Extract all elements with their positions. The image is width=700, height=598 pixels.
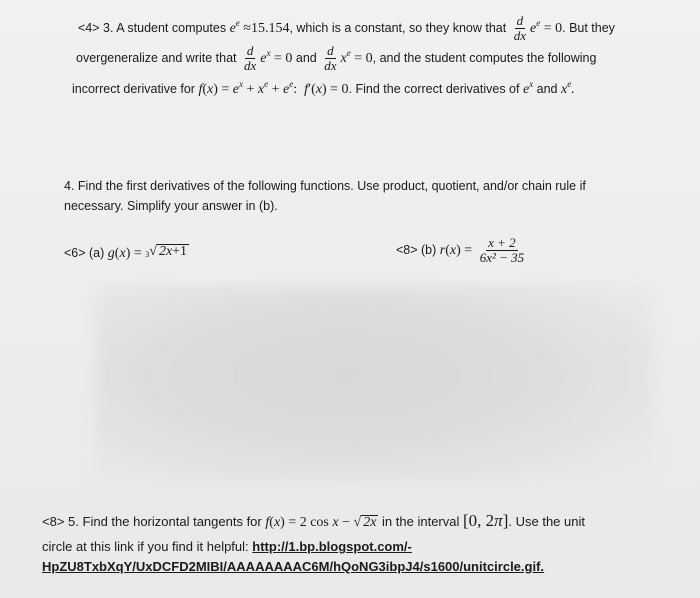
q4-line-1-text: Find the first derivatives of the following functions. Use product, quotient, and/or chain rule if: [77, 179, 586, 193]
q3-text-4: overgeneralize and write that: [76, 50, 237, 65]
q4-part-a: [64, 244, 189, 261]
q3-text-7: incorrect derivative for: [72, 82, 195, 96]
unitcircle-link-part-2[interactable]: HpZU8TxbXqY/UxDCFD2MIBI/AAAAAAAAC6M/hQoNG3ibpJ4/s1600/unitcircle.gif.: [42, 559, 545, 574]
q5-line-3: [42, 560, 544, 573]
q4-line-1: [64, 180, 586, 193]
q5-line-2-text: circle at this link if you find it helpful:: [42, 539, 249, 554]
q3-line-3: [72, 80, 575, 97]
math-ddx-1: $\frac{d}{dx}$: [513, 13, 526, 43]
math-r-fraction: [478, 236, 526, 265]
q4-line-2-text: necessary. Simplify your answer in (b).: [64, 199, 278, 213]
q3-text-2: , which is a constant, so they know that: [289, 20, 507, 35]
math-e-e-zero: $e^e = 0$: [530, 17, 563, 36]
q5-text-2: in the interval: [382, 514, 460, 529]
q3-approx-value: 15.154: [250, 20, 290, 36]
obscured-region: [95, 285, 655, 485]
math-r-def: r(x) =: [439, 242, 473, 258]
q5-line-2: [42, 540, 412, 553]
q3-line-1: [78, 14, 615, 43]
math-x-e: $x^e$.: [561, 79, 575, 97]
math-f-def: $f(x) = e^x + x^e + e^e$: f′(x) = 0: [198, 79, 349, 97]
math-e-x-zero: $e^x = 0$: [260, 47, 293, 66]
q4-b-denominator: 6x² − 35: [479, 250, 525, 265]
math-f5-def: f(x) = 2 cos x − √ 2x: [265, 515, 377, 530]
q5-tag: <8>: [42, 514, 65, 529]
q4-line-2: [64, 200, 278, 213]
q4-part-b: [396, 236, 528, 265]
math-e-pow-e: $e^e$: [229, 17, 240, 36]
q3-number: 3.: [103, 20, 114, 35]
q3-text-5: and: [295, 50, 317, 65]
q3-tag: <4>: [78, 20, 100, 35]
q3-text-9: and: [536, 82, 558, 96]
q3-text-3: . But they: [562, 20, 615, 35]
math-g-def: g(x) = 3 √ 2x+1: [107, 244, 188, 261]
q5-text-1: Find the horizontal tangents for: [82, 514, 262, 529]
math-ddx-3: $\frac{d}{dx}$: [324, 43, 337, 73]
q3-text-1: A student computes: [116, 20, 227, 35]
math-approx: ≈: [243, 20, 251, 36]
q5-text-3: . Use the unit: [508, 514, 585, 529]
q3-text-6: , and the student computes the following: [372, 50, 597, 65]
q4-b-tag: <8> (b): [396, 242, 437, 257]
q4-number: 4.: [64, 179, 75, 193]
math-interval: [0, 2π]: [463, 511, 509, 530]
q4-a-tag: <6> (a): [64, 246, 105, 260]
q3-line-2: [76, 44, 596, 73]
q5-number: 5.: [68, 514, 79, 529]
q5-line-1: [42, 512, 585, 530]
q4-b-numerator: x + 2: [488, 235, 516, 250]
math-ddx-2: $\frac{d}{dx}$: [244, 43, 257, 73]
q3-text-8: . Find the correct derivatives of: [348, 82, 520, 96]
unitcircle-link-part-1[interactable]: http://1.bp.blogspot.com/-: [252, 539, 412, 554]
math-e-x: $e^x$: [522, 79, 534, 97]
math-x-e-zero: $x^e = 0$: [340, 47, 373, 66]
